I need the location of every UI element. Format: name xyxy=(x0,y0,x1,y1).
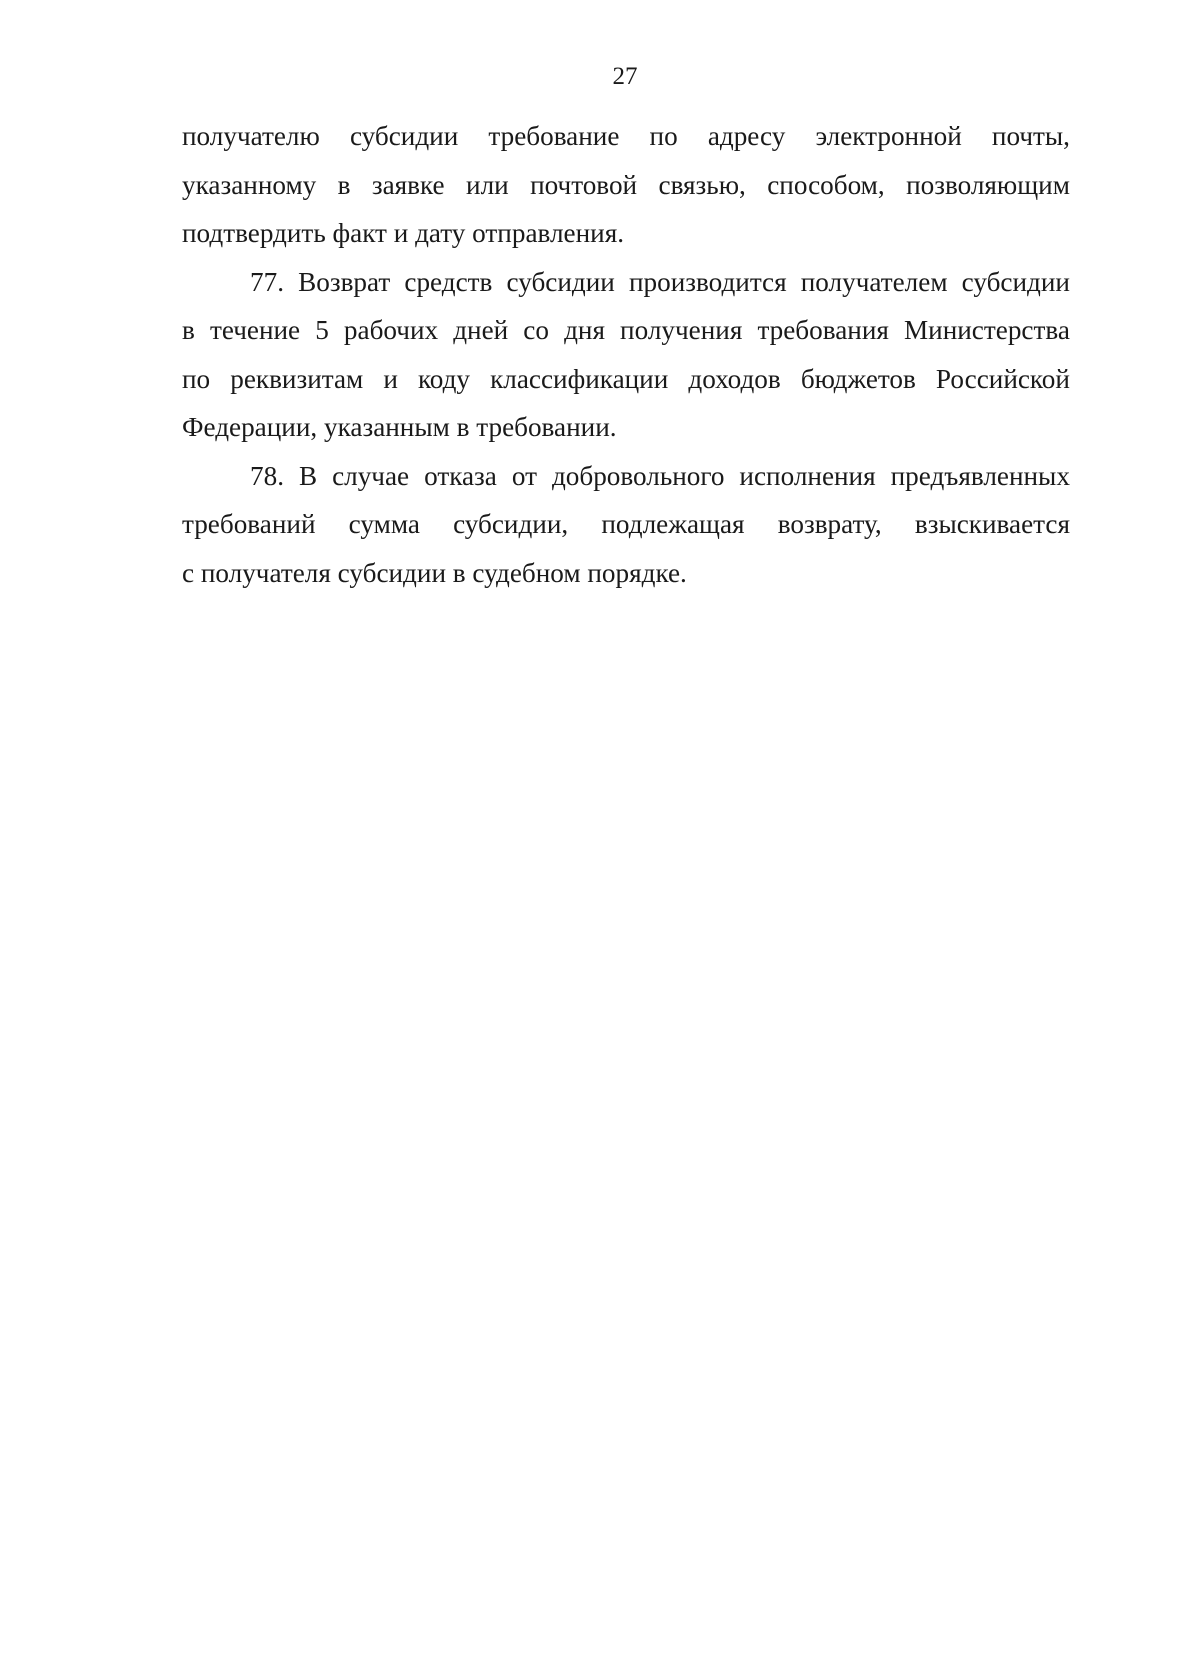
document-body xyxy=(182,112,1070,597)
page-number: 27 xyxy=(612,63,638,90)
text-line: в течение 5 рабочих дней со дня получения требования Министерства xyxy=(182,315,1070,345)
text-line: получателю субсидии требование по адресу электронной почты, xyxy=(182,121,1070,151)
text-line: 77. Возврат средств субсидии производится получателем субсидии xyxy=(250,266,1070,297)
paragraph-continuation xyxy=(182,112,1070,258)
text-line: указанному в заявке или почтовой связью, способом, позволяющим xyxy=(182,169,1070,200)
paragraph-78 xyxy=(182,452,1070,598)
text-line: Федерации, указанным в требовании. xyxy=(182,412,617,442)
text-line: с получателя субсидии в судебном порядке. xyxy=(182,557,687,588)
text-line: 78. В случае отказа от добровольного исполнения предъявленных xyxy=(250,460,1070,491)
text-line: требований сумма субсидии, подлежащая возврату, взыскивается xyxy=(182,509,1070,539)
text-line: подтвердить факт и дату отправления. xyxy=(182,218,625,248)
paragraph-77 xyxy=(182,258,1070,452)
text-line: по реквизитам и коду классификации доходов бюджетов Российской xyxy=(182,363,1070,394)
